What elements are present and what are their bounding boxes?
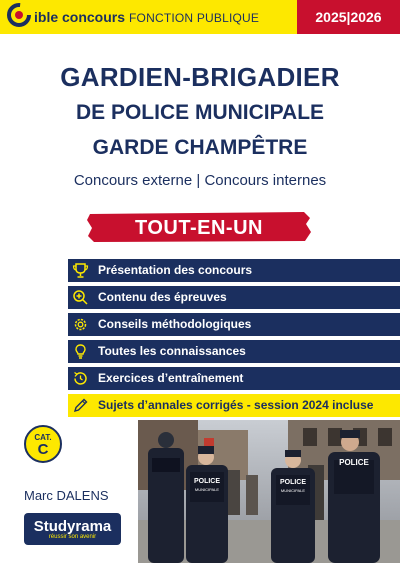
feature-list <box>68 259 400 421</box>
brand-label: ible concours <box>34 9 126 25</box>
feature-item <box>68 340 400 363</box>
feature-label: Exercices d’entraînement <box>98 371 244 385</box>
top-banner <box>0 0 400 34</box>
vest-municipale-text-2: MUNICIPALE <box>280 488 306 493</box>
vest-municipale-text: MUNICIPALE <box>194 487 220 492</box>
feature-label: Présentation des concours <box>98 263 253 277</box>
lightbulb-icon <box>72 343 89 360</box>
brand-sub: FONCTION PUBLIQUE <box>129 11 260 25</box>
title-line-3: GARDE CHAMPÊTRE <box>92 136 308 159</box>
vest-police-text-3: POLICE <box>339 458 369 467</box>
feature-item <box>68 259 400 282</box>
year-box <box>297 0 400 34</box>
category-badge <box>24 425 62 463</box>
cible-logo-icon <box>6 2 32 28</box>
feature-label: Sujets d’annales corrigés - session 2024 incluse <box>98 398 374 412</box>
category-label: CAT. <box>34 433 52 442</box>
feature-item-highlight <box>68 394 400 417</box>
title-line-1: GARDIEN-BRIGADIER <box>60 62 340 92</box>
feature-label: Toutes les connaissances <box>98 344 246 358</box>
trophy-icon <box>72 262 89 279</box>
brand-name <box>34 9 259 25</box>
tout-en-un-banner <box>86 210 312 244</box>
gear-icon <box>72 316 89 333</box>
police-officers-photo <box>138 420 400 563</box>
feature-label: Contenu des épreuves <box>98 290 227 304</box>
edition-year: 2025|2026 <box>315 9 382 25</box>
publisher-tagline: réussir son avenir <box>48 534 97 540</box>
vest-police-text-2: POLICE <box>279 479 307 486</box>
tout-en-un-label: TOUT-EN-UN <box>135 217 263 239</box>
category-value: C <box>37 441 49 458</box>
feature-item <box>68 313 400 336</box>
vest-police-text: POLICE <box>193 478 221 485</box>
clock-arrow-icon <box>72 370 89 387</box>
publisher-name: Studyrama <box>33 518 112 535</box>
feature-item <box>68 286 400 309</box>
pencil-icon <box>72 397 89 414</box>
title-line-2: DE POLICE MUNICIPALE <box>75 101 325 124</box>
plus-magnifier-icon <box>72 289 89 306</box>
subtitle: Concours externe | Concours internes <box>73 172 327 189</box>
feature-item <box>68 367 400 390</box>
author-name: Marc DALENS <box>24 488 109 503</box>
publisher-logo <box>24 513 121 545</box>
feature-label: Conseils méthodologiques <box>98 317 252 331</box>
